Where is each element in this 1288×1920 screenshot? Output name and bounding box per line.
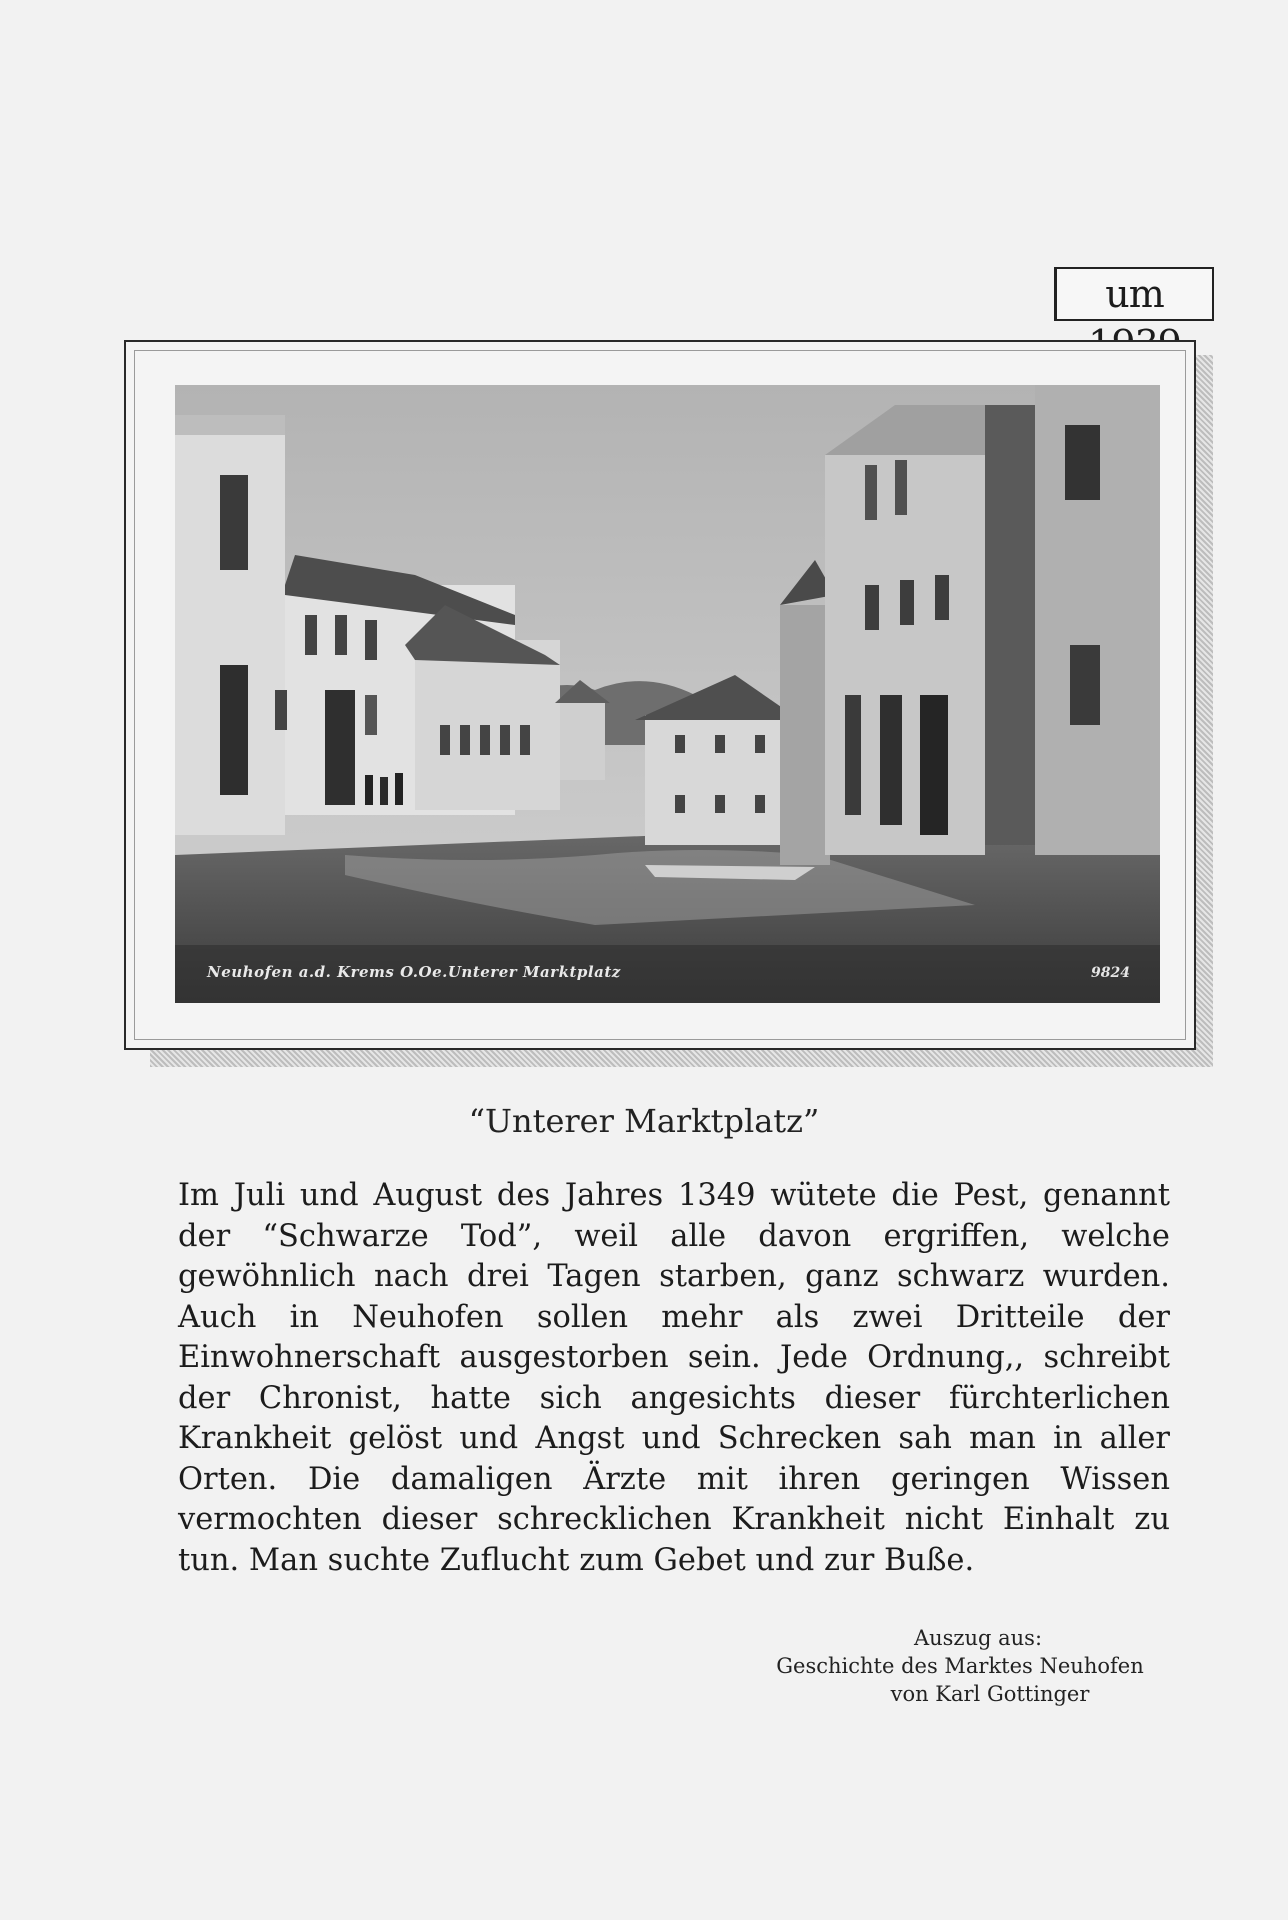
- historic-photo: [175, 385, 1160, 1003]
- street-scene-illustration: [175, 385, 1160, 1003]
- photo-number: 9824: [1091, 965, 1130, 981]
- date-label: um: [1054, 267, 1214, 321]
- photo-caption: Neuhofen a.d. Krems O.Oe.Unterer Marktplatz: [207, 963, 621, 981]
- section-heading: “Unterer Marktplatz”: [468, 1102, 820, 1140]
- source-line-1: Auszug aus:: [913, 1626, 1043, 1650]
- source-line-3: von Karl Gottinger: [890, 1682, 1090, 1706]
- body-paragraph: Im Juli und August des Jahres 1349 wütete die Pest, genannt der “Schwarze Tod”, weil alle davon ergriffen, welche gewöhnlich nach drei Tagen starben, ganz schwarz wurden. Auch in Neuhofen sollen mehr als zwei Dritteile der Einwohnerschaft ausgestorben sein. Jede Ordnung,, schreibt der Chronist, hatte sich angesichts dieser fürchterlichen Krankheit gelöst und Angst und Schrecken sah man in aller Orten. Die damaligen Ärzte mit ihren geringen Wissen vermochten dieser schrecklichen Krankheit nicht Einhalt zu tun. Man suchte Zuflucht zum Gebet und zur Buße.: [178, 1178, 1170, 1578]
- source-citation: [730, 1624, 1190, 1708]
- source-line-2: Geschichte des Marktes Neuhofen: [776, 1654, 1144, 1678]
